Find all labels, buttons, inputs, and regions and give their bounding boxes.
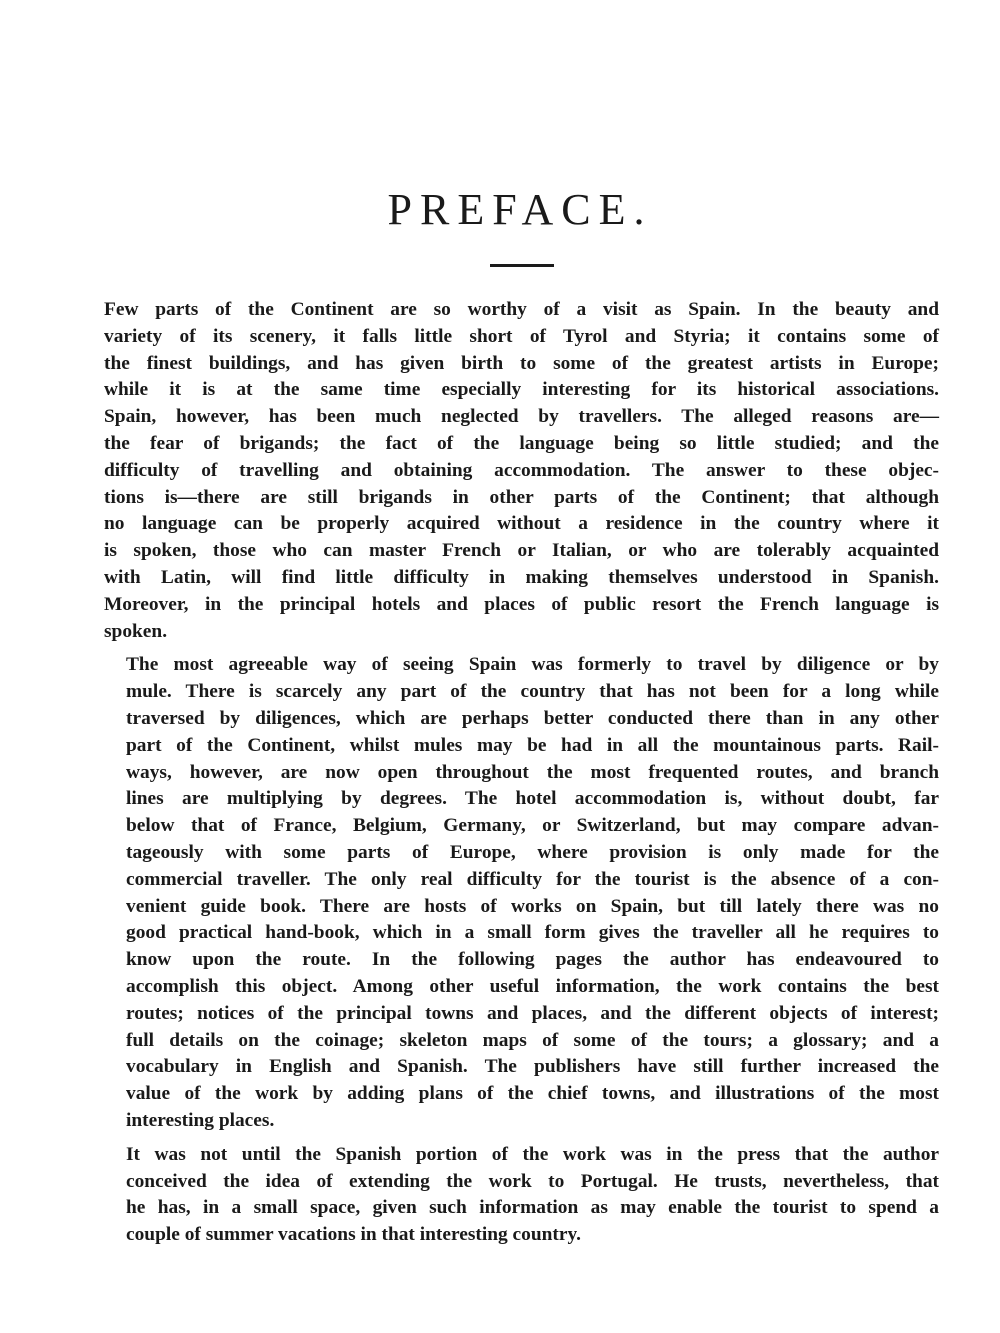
text-line: traversed by diligences, which are perhaps better conducted there than in any other: [126, 707, 939, 729]
text-line: The most agreeable way of seeing Spain was formerly to travel by diligence or by: [126, 654, 939, 676]
text-line: interesting places.: [126, 1109, 275, 1131]
text-line: he has, in a small space, given such information as may enable the tourist to spend a: [126, 1197, 939, 1219]
text-line: lines are multiplying by degrees. The hotel accommodation is, without doubt, far: [126, 788, 939, 810]
text-line: no language can be properly acquired without a residence in the country where it: [104, 513, 939, 535]
paragraph-3: [104, 1142, 939, 1249]
preface-body: [104, 297, 939, 1249]
text-line: couple of summer vacations in that interesting country.: [126, 1224, 581, 1246]
text-line: ways, however, are now open throughout the most frequented routes, and branch: [126, 761, 939, 783]
text-line: Few parts of the Continent are so worthy of a visit as Spain. In the beauty and: [104, 299, 939, 320]
text-line: tions is—there are still brigands in other parts of the Continent; that although: [104, 486, 939, 508]
text-line: It was not until the Spanish portion of the work was in the press that the author: [126, 1143, 939, 1165]
text-line: know upon the route. In the following pages the author has endeavoured to: [126, 949, 939, 971]
text-line: is spoken, those who can master French or Italian, or who are tolerably acquainted: [104, 540, 939, 562]
text-line: difficulty of travelling and obtaining accommodation. The answer to these objec-: [104, 459, 939, 481]
text-line: commercial traveller. The only real difficulty for the tourist is the absence of a con-: [126, 868, 939, 890]
text-line: venient guide book. There are hosts of works on Spain, but till lately there was no: [126, 895, 939, 917]
page-title: PREFACE.: [387, 185, 653, 234]
paragraph-1: [104, 297, 939, 645]
text-line: below that of France, Belgium, Germany, or Switzerland, but may compare advan-: [126, 815, 939, 837]
text-line: spoken.: [104, 620, 168, 642]
title-rule: [490, 264, 554, 267]
text-line: while it is at the same time especially interesting for its historical associations.: [104, 379, 939, 401]
text-line: part of the Continent, whilst mules may be had in all the mountainous parts. Rail-: [126, 734, 939, 756]
paragraph-2: [104, 652, 939, 1134]
text-line: vocabulary in English and Spanish. The publishers have still further increased the: [126, 1056, 939, 1078]
text-line: value of the work by adding plans of the chief towns, and illustrations of the most: [126, 1083, 939, 1105]
text-line: Spain, however, has been much neglected by travellers. The alleged reasons are—: [104, 406, 939, 428]
text-line: tageously with some parts of Europe, where provision is only made for the: [126, 841, 939, 863]
text-line: accomplish this object. Among other useful information, the work contains the best: [126, 975, 939, 997]
text-line: full details on the coinage; skeleton maps of some of the tours; a glossary; and a: [126, 1029, 939, 1051]
text-line: conceived the idea of extending the work to Portugal. He trusts, nevertheless, that: [126, 1170, 939, 1192]
text-line: good practical hand-book, which in a small form gives the traveller all he requires to: [126, 922, 939, 944]
text-line: the finest buildings, and has given birth to some of the greatest artists in Europe;: [104, 352, 939, 374]
text-line: with Latin, will find little difficulty in making themselves understood in Spanish.: [104, 566, 939, 588]
text-line: mule. There is scarcely any part of the country that has not been for a long while: [126, 681, 939, 703]
text-line: Moreover, in the principal hotels and places of public resort the French language is: [104, 593, 939, 615]
text-line: the fear of brigands; the fact of the language being so little studied; and the: [104, 432, 939, 454]
text-line: variety of its scenery, it falls little short of Tyrol and Styria; it contains some of: [104, 325, 939, 347]
text-line: routes; notices of the principal towns and places, and the different objects of interest;: [126, 1002, 939, 1024]
